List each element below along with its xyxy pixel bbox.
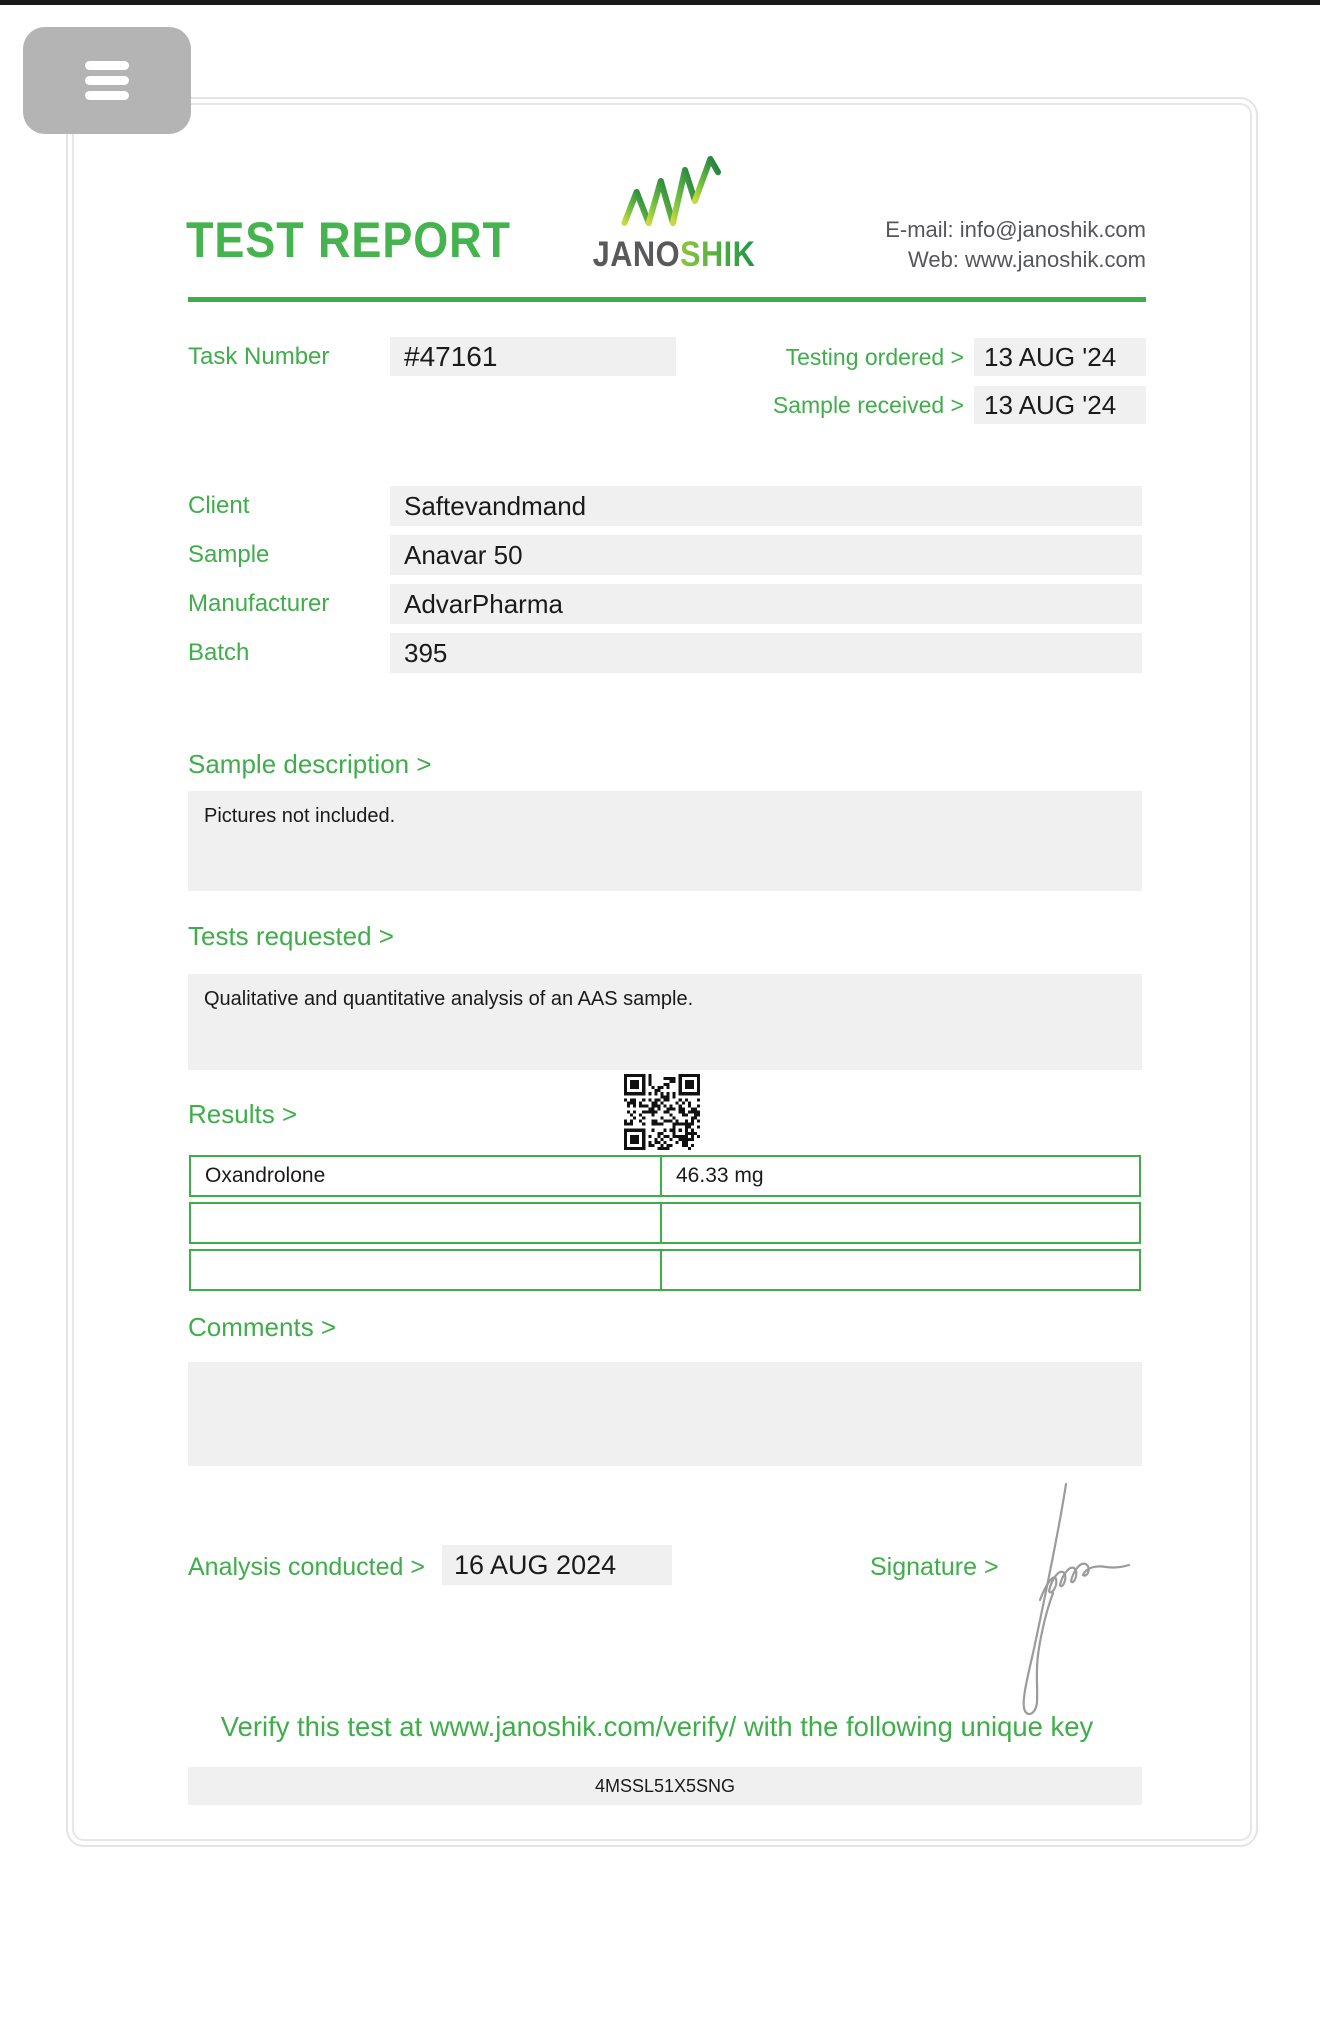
sample-value: Anavar 50: [390, 535, 1142, 575]
brand-wordmark-dark: JANO: [592, 235, 680, 274]
result-amount: [662, 1204, 1139, 1242]
web-label: Web:: [907, 247, 959, 272]
contact-email-line: [885, 215, 1146, 245]
manufacturer-value: AdvarPharma: [390, 584, 1142, 624]
testing-ordered-value: 13 AUG '24: [974, 338, 1146, 376]
result-analyte: Oxandrolone: [191, 1157, 662, 1195]
hamburger-menu-icon: [85, 61, 129, 100]
tests-requested-heading: Tests requested >: [188, 921, 394, 951]
results-table: [189, 1155, 1141, 1291]
sample-received-label: Sample received >: [772, 391, 964, 418]
batch-value: 395: [390, 633, 1142, 673]
menu-button[interactable]: [23, 27, 191, 134]
unique-key-value: 4MSSL51X5SNG: [188, 1767, 1142, 1805]
page-title: TEST REPORT: [186, 212, 511, 268]
sample-label: Sample: [188, 541, 270, 568]
result-analyte: [191, 1204, 662, 1242]
header-divider: [188, 297, 1146, 302]
window-top-edge: [0, 0, 1320, 5]
email-value: info@janoshik.com: [959, 217, 1146, 242]
tests-requested-box: Qualitative and quantitative analysis of an AAS sample.: [188, 974, 1142, 1070]
result-analyte: [191, 1251, 662, 1289]
testing-ordered-row: [736, 338, 1146, 376]
result-amount: [662, 1251, 1139, 1289]
task-number-value: #47161: [390, 337, 676, 376]
web-value: www.janoshik.com: [965, 247, 1146, 272]
verify-instruction: Verify this test at www.janoshik.com/verify/ with the following unique key: [220, 1711, 1094, 1742]
signature-label: Signature >: [870, 1553, 999, 1581]
analysis-date-value: 16 AUG 2024: [442, 1545, 672, 1585]
testing-ordered-label: Testing ordered >: [785, 343, 964, 370]
sample-description-box: Pictures not included.: [188, 791, 1142, 891]
results-row-3: [189, 1249, 1141, 1291]
results-heading: Results >: [188, 1099, 298, 1129]
brand-wordmark-green: SHIK: [679, 235, 756, 274]
client-value: Saftevandmand: [390, 486, 1142, 526]
growth-chart-icon: [619, 151, 729, 233]
sample-received-value: 13 AUG '24: [974, 386, 1146, 424]
task-number-label: Task Number: [188, 343, 330, 370]
comments-box: [188, 1362, 1142, 1466]
comments-heading: Comments >: [188, 1312, 337, 1342]
results-row-2: [189, 1202, 1141, 1244]
sample-received-row: [736, 386, 1146, 424]
brand-wordmark: [586, 235, 762, 275]
contact-block: [885, 215, 1146, 275]
qr-code: [624, 1074, 700, 1150]
results-row-1: [189, 1155, 1141, 1197]
handwritten-signature: [1002, 1472, 1152, 1722]
client-label: Client: [188, 492, 250, 519]
analysis-conducted-label: Analysis conducted >: [188, 1553, 425, 1581]
brand-logo: [574, 151, 774, 275]
report-content: [68, 99, 1256, 1845]
result-amount: 46.33 mg: [676, 1164, 764, 1187]
sample-description-heading: Sample description >: [188, 749, 432, 779]
report-page: [66, 97, 1258, 1847]
email-label: E-mail:: [885, 217, 954, 242]
contact-web-line: [885, 245, 1146, 275]
manufacturer-label: Manufacturer: [188, 590, 330, 617]
batch-label: Batch: [188, 639, 250, 666]
